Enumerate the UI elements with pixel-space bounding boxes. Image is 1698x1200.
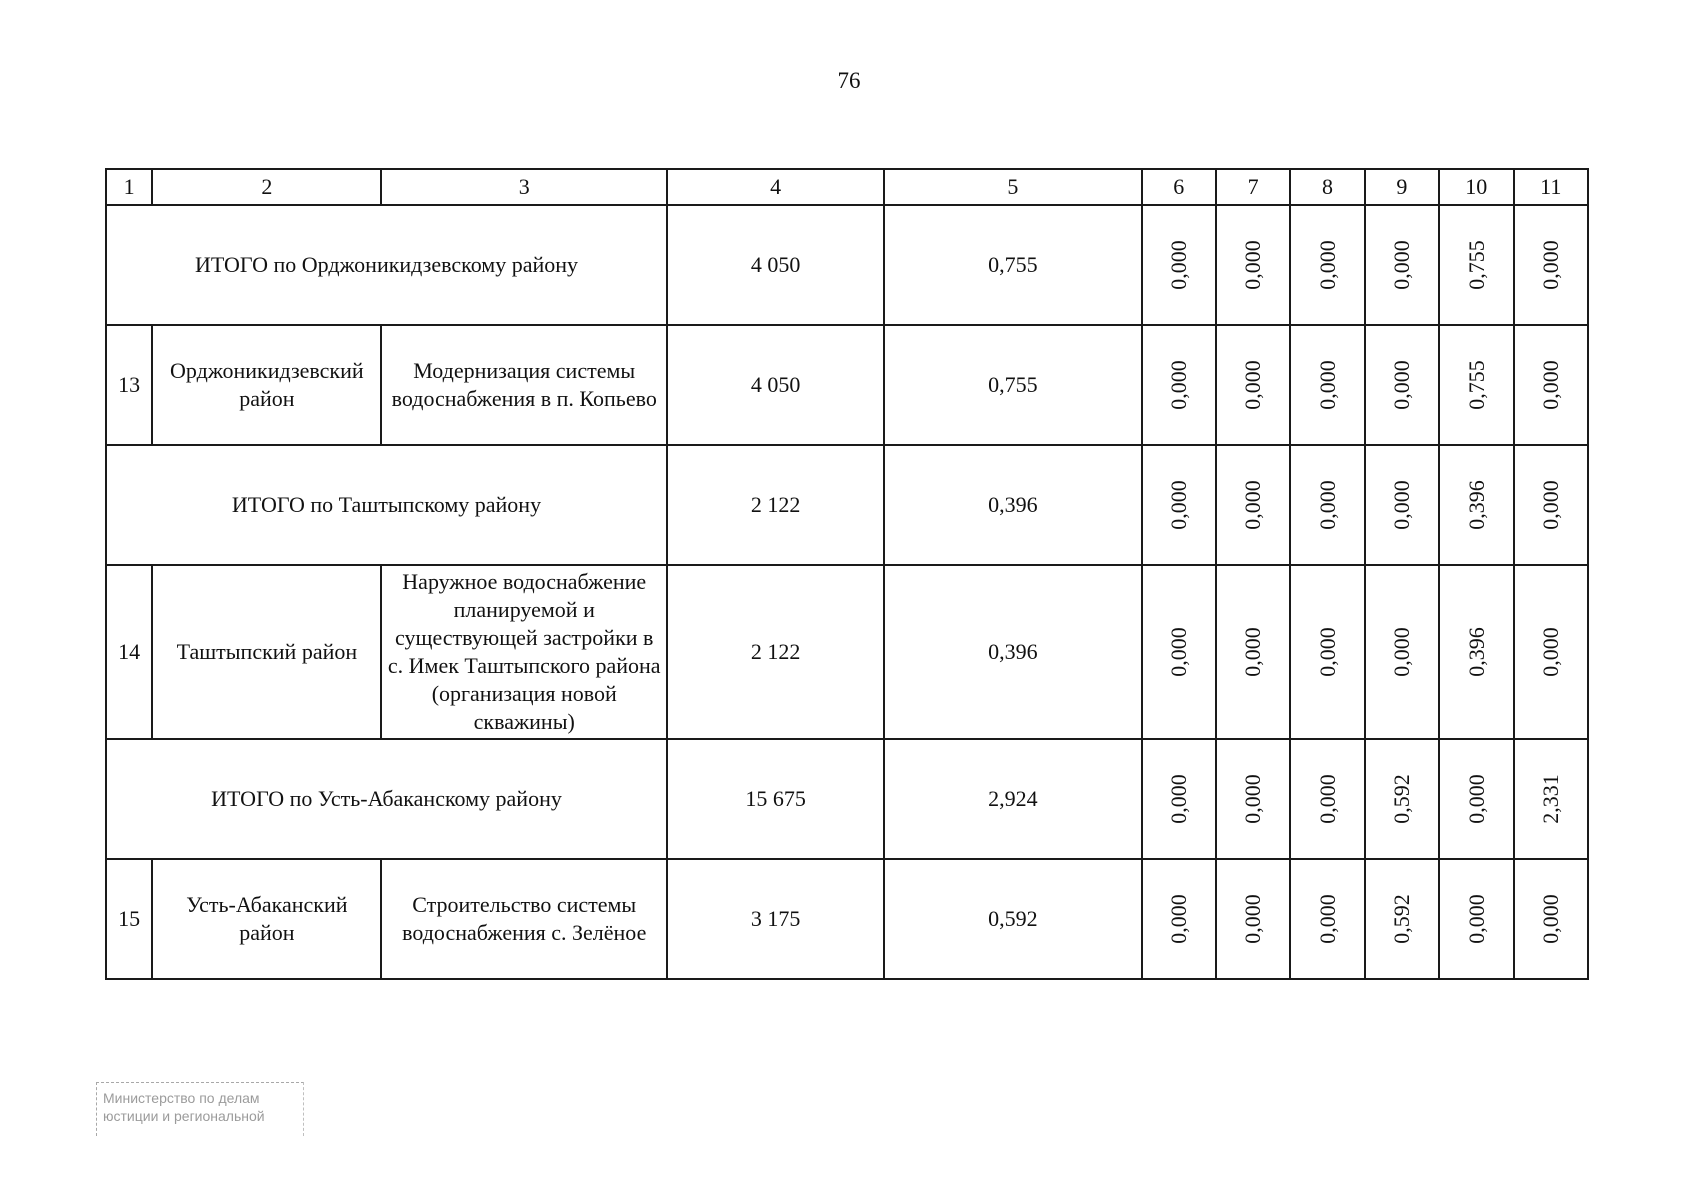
rotated-value: 0,000: [1314, 627, 1340, 677]
rotated-value: 0,000: [1240, 627, 1266, 677]
value-cell: [1290, 325, 1364, 445]
header-cell: 7: [1216, 169, 1290, 205]
value-cell: [1142, 325, 1216, 445]
rotated-value: 0,000: [1463, 894, 1489, 944]
page-number: 76: [837, 68, 861, 93]
rotated-value: 0,000: [1240, 894, 1266, 944]
total-label: ИТОГО по Усть-Абаканскому району: [106, 739, 667, 859]
value-cell: [1216, 859, 1290, 979]
value-cell: [1142, 739, 1216, 859]
rotated-value: 0,000: [1314, 480, 1340, 530]
total-label: ИТОГО по Орджоникидзевскому району: [106, 205, 667, 325]
value-cell: [1290, 205, 1364, 325]
col4-value: 2 122: [667, 445, 884, 565]
value-cell: [1365, 859, 1439, 979]
value-cell: [1216, 205, 1290, 325]
col4-value: 4 050: [667, 205, 884, 325]
header-cell: 3: [381, 169, 667, 205]
rotated-value: 0,000: [1537, 480, 1563, 530]
col4-value: 15 675: [667, 739, 884, 859]
header-cell: 1: [106, 169, 152, 205]
rotated-value: 0,000: [1240, 360, 1266, 410]
total-row: [106, 739, 1588, 859]
rotated-value: 0,000: [1314, 774, 1340, 824]
rotated-value: 0,000: [1537, 894, 1563, 944]
project-description: Наружное водоснабжение планируемой и существующей застройки в с. Имек Таштыпского района (организация новой скважины): [381, 565, 667, 739]
row-number: 15: [106, 859, 152, 979]
value-cell: [1216, 325, 1290, 445]
rotated-value: 0,000: [1537, 627, 1563, 677]
value-cell: [1290, 859, 1364, 979]
rotated-value: 0,592: [1388, 894, 1414, 944]
header-cell: 8: [1290, 169, 1364, 205]
rotated-value: 0,000: [1388, 480, 1414, 530]
rotated-value: 0,000: [1537, 240, 1563, 290]
project-description: Строительство системы водоснабжения с. Зелёное: [381, 859, 667, 979]
value-cell: [1216, 739, 1290, 859]
value-cell: [1365, 565, 1439, 739]
header-cell: 2: [152, 169, 381, 205]
value-cell: [1439, 445, 1513, 565]
value-cell: [1514, 859, 1589, 979]
value-cell: [1142, 859, 1216, 979]
project-description: Модернизация системы водоснабжения в п. Копьево: [381, 325, 667, 445]
rotated-value: 0,000: [1388, 627, 1414, 677]
rotated-value: 0,396: [1463, 480, 1489, 530]
value-cell: [1290, 445, 1364, 565]
total-label: ИТОГО по Таштыпскому району: [106, 445, 667, 565]
header-cell: 6: [1142, 169, 1216, 205]
value-cell: [1365, 205, 1439, 325]
value-cell: [1514, 565, 1589, 739]
rotated-value: 0,000: [1165, 480, 1191, 530]
value-cell: [1514, 205, 1589, 325]
data-row: [106, 325, 1588, 445]
rotated-value: 2,331: [1537, 774, 1563, 824]
rotated-value: 0,000: [1165, 774, 1191, 824]
rotated-value: 0,000: [1314, 894, 1340, 944]
stamp-line: Министерство по делам: [103, 1090, 260, 1106]
rotated-value: 0,000: [1165, 360, 1191, 410]
rotated-value: 0,000: [1240, 480, 1266, 530]
col5-value: 0,396: [884, 445, 1141, 565]
district-name: Усть-Абаканский район: [152, 859, 381, 979]
value-cell: [1216, 445, 1290, 565]
rotated-value: 0,000: [1165, 894, 1191, 944]
value-cell: [1439, 205, 1513, 325]
col4-value: 2 122: [667, 565, 884, 739]
value-cell: [1439, 325, 1513, 445]
rotated-value: 0,755: [1463, 360, 1489, 410]
district-name: Таштыпский район: [152, 565, 381, 739]
rotated-value: 0,000: [1240, 774, 1266, 824]
value-cell: [1290, 739, 1364, 859]
value-cell: [1439, 859, 1513, 979]
total-row: [106, 205, 1588, 325]
col4-value: 3 175: [667, 859, 884, 979]
total-row: [106, 445, 1588, 565]
value-cell: [1142, 205, 1216, 325]
header-cell: 4: [667, 169, 884, 205]
rotated-value: 0,000: [1165, 627, 1191, 677]
value-cell: [1439, 565, 1513, 739]
value-cell: [1216, 565, 1290, 739]
value-cell: [1365, 325, 1439, 445]
district-name: Орджоникидзевский район: [152, 325, 381, 445]
registration-stamp: [96, 1082, 304, 1136]
rotated-value: 0,000: [1314, 360, 1340, 410]
rotated-value: 0,000: [1240, 240, 1266, 290]
col5-value: 0,755: [884, 205, 1141, 325]
rotated-value: 0,000: [1388, 360, 1414, 410]
rotated-value: 0,396: [1463, 627, 1489, 677]
header-cell: 9: [1365, 169, 1439, 205]
rotated-value: 0,000: [1314, 240, 1340, 290]
data-row: [106, 565, 1588, 739]
rotated-value: 0,755: [1463, 240, 1489, 290]
rotated-value: 0,000: [1165, 240, 1191, 290]
col4-value: 4 050: [667, 325, 884, 445]
col5-value: 0,396: [884, 565, 1141, 739]
value-cell: [1514, 739, 1589, 859]
stamp-line: юстиции и региональной: [103, 1108, 265, 1124]
header-cell: 11: [1514, 169, 1589, 205]
header-cell: 5: [884, 169, 1141, 205]
rotated-value: 0,592: [1388, 774, 1414, 824]
value-cell: [1514, 325, 1589, 445]
value-cell: [1290, 565, 1364, 739]
data-row: [106, 859, 1588, 979]
col5-value: 2,924: [884, 739, 1141, 859]
rotated-value: 0,000: [1537, 360, 1563, 410]
value-cell: [1365, 445, 1439, 565]
value-cell: [1514, 445, 1589, 565]
value-cell: [1365, 739, 1439, 859]
value-cell: [1142, 445, 1216, 565]
rotated-value: 0,000: [1463, 774, 1489, 824]
row-number: 14: [106, 565, 152, 739]
value-cell: [1142, 565, 1216, 739]
col5-value: 0,592: [884, 859, 1141, 979]
header-row: [106, 169, 1588, 205]
col5-value: 0,755: [884, 325, 1141, 445]
value-cell: [1439, 739, 1513, 859]
data-table: [105, 168, 1589, 980]
row-number: 13: [106, 325, 152, 445]
header-cell: 10: [1439, 169, 1513, 205]
rotated-value: 0,000: [1388, 240, 1414, 290]
